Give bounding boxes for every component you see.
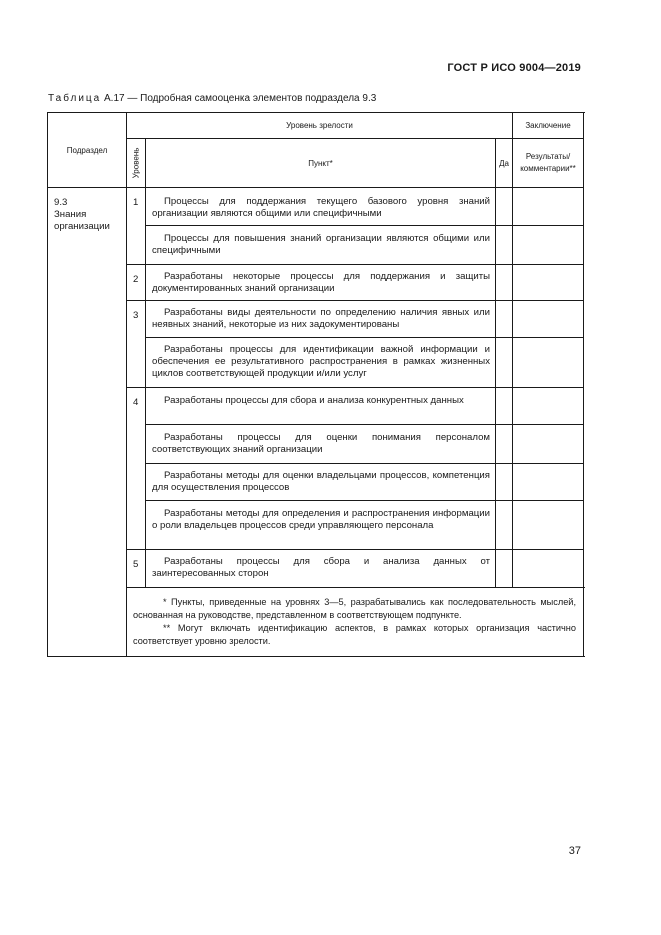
level-cell: 4 bbox=[127, 388, 146, 550]
header-conclusion: Заключение bbox=[513, 113, 584, 139]
item-text: Разработаны виды деятельности по определению наличия явных или неявных знаний, некоторые из них задокументированы bbox=[152, 307, 490, 330]
results-cell bbox=[513, 301, 584, 338]
level-cell: 1 bbox=[127, 188, 146, 265]
item-cell bbox=[146, 464, 496, 501]
yes-cell bbox=[496, 188, 513, 226]
yes-cell bbox=[496, 226, 513, 265]
subsection-cell bbox=[48, 188, 127, 657]
header-subsection: Подраздел bbox=[48, 113, 127, 188]
item-text: Разработаны процессы для идентификации важной информации и обеспечения ее результативного распространения в рамках жизненных циклов соответствующей продукции и/или услуг bbox=[152, 344, 490, 379]
item-cell bbox=[146, 388, 496, 425]
yes-cell bbox=[496, 265, 513, 301]
subsection-name: Знания организации bbox=[54, 209, 110, 232]
yes-cell bbox=[496, 388, 513, 425]
caption-label: Таблица bbox=[48, 93, 102, 104]
results-cell bbox=[513, 388, 584, 425]
item-cell bbox=[146, 425, 496, 464]
header-maturity-level: Уровень зрелости bbox=[127, 113, 513, 139]
item-text: Разработаны процессы для сбора и анализа конкурентных данных bbox=[164, 395, 464, 406]
yes-cell bbox=[496, 425, 513, 464]
yes-cell bbox=[496, 338, 513, 388]
item-cell bbox=[146, 550, 496, 588]
table-caption bbox=[48, 93, 376, 104]
level-cell: 5 bbox=[127, 550, 146, 588]
results-cell bbox=[513, 425, 584, 464]
item-cell bbox=[146, 226, 496, 265]
item-text: Процессы для поддержания текущего базового уровня знаний организации являются общими или специфичными bbox=[152, 196, 490, 219]
yes-cell bbox=[496, 464, 513, 501]
item-cell bbox=[146, 265, 496, 301]
item-cell bbox=[146, 301, 496, 338]
standard-code: ГОСТ Р ИСО 9004—2019 bbox=[447, 62, 581, 74]
yes-cell bbox=[496, 550, 513, 588]
footnote-1: * Пункты, приведенные на уровнях 3—5, разрабатывались как последовательность мыслей, основанная на руководстве, представленном в соответствующем подпункте. bbox=[133, 597, 576, 620]
footnote-2: ** Могут включать идентификацию аспектов, в рамках которых организация частично соответствует уровню зрелости. bbox=[133, 623, 576, 646]
item-text: Разработаны методы для оценки владельцами процессов, компетенция для осуществления процессов bbox=[152, 470, 490, 493]
results-cell bbox=[513, 464, 584, 501]
level-cell: 3 bbox=[127, 301, 146, 388]
item-cell bbox=[146, 338, 496, 388]
caption-text: А.17 — Подробная самооценка элементов подраздела 9.3 bbox=[104, 93, 377, 104]
header-level-text: Уровень bbox=[131, 147, 141, 179]
header-results: Результаты/ комментарии** bbox=[513, 139, 584, 188]
item-text: Разработаны процессы для оценки понимания персоналом соответствующих знаний организации bbox=[152, 432, 490, 455]
item-text: Разработаны методы для определения и распространения информации о роли владельцев процессов среди управляющего персонала bbox=[152, 508, 490, 531]
yes-cell bbox=[496, 301, 513, 338]
subsection-number: 9.3 bbox=[54, 197, 68, 208]
item-text: Разработаны процессы для сбора и анализа данных от заинтересованных сторон bbox=[152, 556, 490, 579]
item-cell bbox=[146, 188, 496, 226]
header-level bbox=[127, 139, 146, 188]
item-text: Процессы для повышения знаний организации являются общими или специфичными bbox=[152, 233, 490, 256]
level-cell: 2 bbox=[127, 265, 146, 301]
item-text: Разработаны некоторые процессы для поддержания и защиты документированных знаний организации bbox=[152, 271, 490, 294]
table-footnotes bbox=[127, 588, 584, 657]
yes-cell bbox=[496, 501, 513, 550]
item-cell bbox=[146, 501, 496, 550]
results-cell bbox=[513, 338, 584, 388]
page-number: 37 bbox=[568, 845, 581, 857]
results-cell bbox=[513, 188, 584, 226]
results-cell bbox=[513, 550, 584, 588]
self-assessment-table bbox=[47, 112, 584, 657]
header-yes: Да bbox=[496, 139, 513, 188]
results-cell bbox=[513, 501, 584, 550]
results-cell bbox=[513, 265, 584, 301]
results-cell bbox=[513, 226, 584, 265]
header-item: Пункт* bbox=[146, 139, 496, 188]
